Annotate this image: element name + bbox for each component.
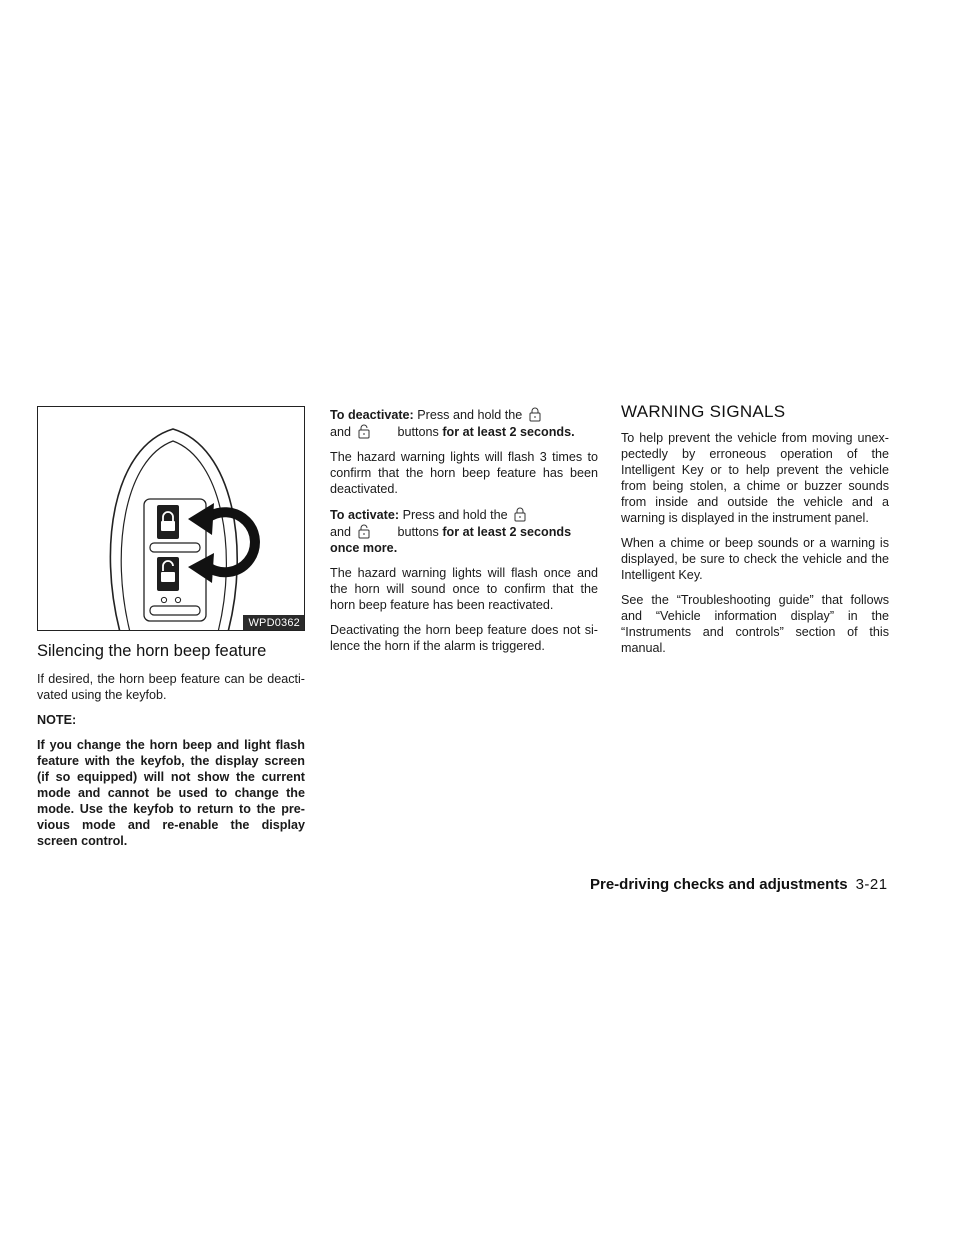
and-word: and xyxy=(330,525,352,539)
activate-duration: for at least 2 seconds once more. xyxy=(330,525,572,555)
figure-label: WPD0362 xyxy=(243,615,304,630)
deactivate-pre: Press and hold the xyxy=(417,408,523,422)
activate-instruction xyxy=(330,506,598,556)
intro-paragraph: If desired, the horn beep feature can be deacti-vated using the keyfob. xyxy=(37,672,305,702)
warning-paragraph-1: To help prevent the vehicle from moving unex-pectedly by erroneous operation of the Intelligent Key or to help prevent the vehicle from being stolen, a chime or buzzer sounds from inside and outside the vehicle and a warning is displayed in the instrument panel. xyxy=(621,431,889,525)
unlock-icon xyxy=(357,523,371,539)
unlock-icon xyxy=(357,423,371,439)
activate-pre: Press and hold the xyxy=(402,508,508,522)
deactivate-label: To deactivate: xyxy=(330,408,414,422)
activate-result: The hazard warning lights will flash once and the horn will sound once to confirm that the horn beep feature has been reactivated. xyxy=(330,566,598,612)
lock-icon xyxy=(157,505,179,539)
page-footer xyxy=(590,876,896,893)
keyfob-illustration xyxy=(38,407,305,631)
column-left xyxy=(37,406,305,858)
page-number: 3-21 xyxy=(855,876,888,893)
deactivate-duration: for at least 2 seconds. xyxy=(442,425,575,439)
alarm-note: Deactivating the horn beep feature does not si-lence the horn if the alarm is triggered. xyxy=(330,623,598,653)
keyfob-figure xyxy=(37,406,305,631)
deactivate-result: The hazard warning lights will flash 3 times to confirm that the horn beep feature has been deactivated. xyxy=(330,450,598,496)
activate-label: To activate: xyxy=(330,508,400,522)
warning-paragraph-3: See the “Troubleshooting guide” that follows and “Vehicle information display” in the “Instruments and controls” section of this manual. xyxy=(621,593,889,655)
buttons-word: buttons xyxy=(397,525,439,539)
and-word: and xyxy=(330,425,352,439)
warning-signals-heading: WARNING SIGNALS xyxy=(621,402,786,421)
lock-icon xyxy=(528,406,542,422)
warning-paragraph-2: When a chime or beep sounds or a warning is displayed, be sure to check the vehicle and the Intelligent Key. xyxy=(621,536,889,582)
column-middle xyxy=(330,406,598,663)
footer-section-title: Pre-driving checks and adjustments xyxy=(590,876,848,893)
section-heading: Silencing the horn beep feature xyxy=(37,642,267,660)
note-text: If you change the horn beep and light flash feature with the keyfob, the display screen (if so equipped) will not show the current mode and cannot be used to change the mode. Use the keyfob to return to the pre-vious mode and re-enable the display screen control. xyxy=(37,738,305,848)
unlock-icon xyxy=(157,557,179,591)
lock-icon xyxy=(513,506,527,522)
buttons-word: buttons xyxy=(397,425,439,439)
note-label: NOTE: xyxy=(37,713,77,727)
deactivate-instruction xyxy=(330,406,598,440)
column-right xyxy=(621,430,889,665)
